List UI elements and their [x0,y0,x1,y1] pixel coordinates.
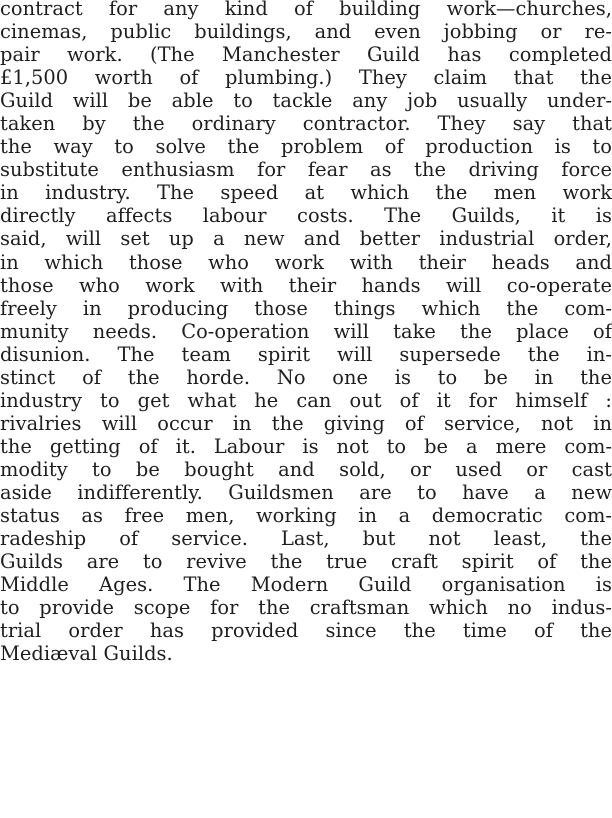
text-line: £1,500 worth of plumbing.) They claim that the [0,66,612,90]
text-line: pair work. (The Manchester Guild has completed [0,43,612,67]
text-line: modity to be bought and sold, or used or cast [0,457,612,481]
text-line: rivalries will occur in the giving of service, not in [0,411,612,435]
text-line: Guild will be able to tackle any job usually under- [0,89,612,113]
text-line: to provide scope for the craftsman which no indus- [0,596,612,620]
text-line: trial order has provided since the time of the [0,619,612,643]
text-line: taken by the ordinary contractor. They say that [0,112,612,136]
text-line: Middle Ages. The Modern Guild organisation is [0,573,612,597]
text-line: status as free men, working in a democratic com- [0,504,612,528]
text-line: said, will set up a new and better industrial order, [0,227,612,251]
text-line: those who work with their hands will co-operate [0,273,612,297]
text-line: the way to solve the problem of production is to [0,135,612,159]
text-line: substitute enthusiasm for fear as the driving force [0,158,612,182]
text-line: aside indifferently. Guildsmen are to have a new [0,480,612,504]
text-line: cinemas, public buildings, and even jobbing or re- [0,20,612,44]
text-line: in which those who work with their heads and [0,250,612,274]
text-line: industry to get what he can out of it for himself : [0,388,612,412]
text-line: Guilds are to revive the true craft spirit of the [0,550,612,574]
text-line: disunion. The team spirit will supersede the in- [0,342,612,366]
text-line-last: Mediæval Guilds. [0,642,173,666]
text-line: radeship of service. Last, but not least, the [0,527,612,551]
text-line: munity needs. Co-operation will take the place of [0,319,612,343]
text-line: contract for any kind of building work—churches, [0,0,612,20]
text-line: the getting of it. Labour is not to be a mere com- [0,434,612,458]
text-line: stinct of the horde. No one is to be in the [0,365,612,389]
text-line: directly affects labour costs. The Guilds, it is [0,204,612,228]
text-line: in industry. The speed at which the men work [0,181,612,205]
text-line: freely in producing those things which the com- [0,296,612,320]
